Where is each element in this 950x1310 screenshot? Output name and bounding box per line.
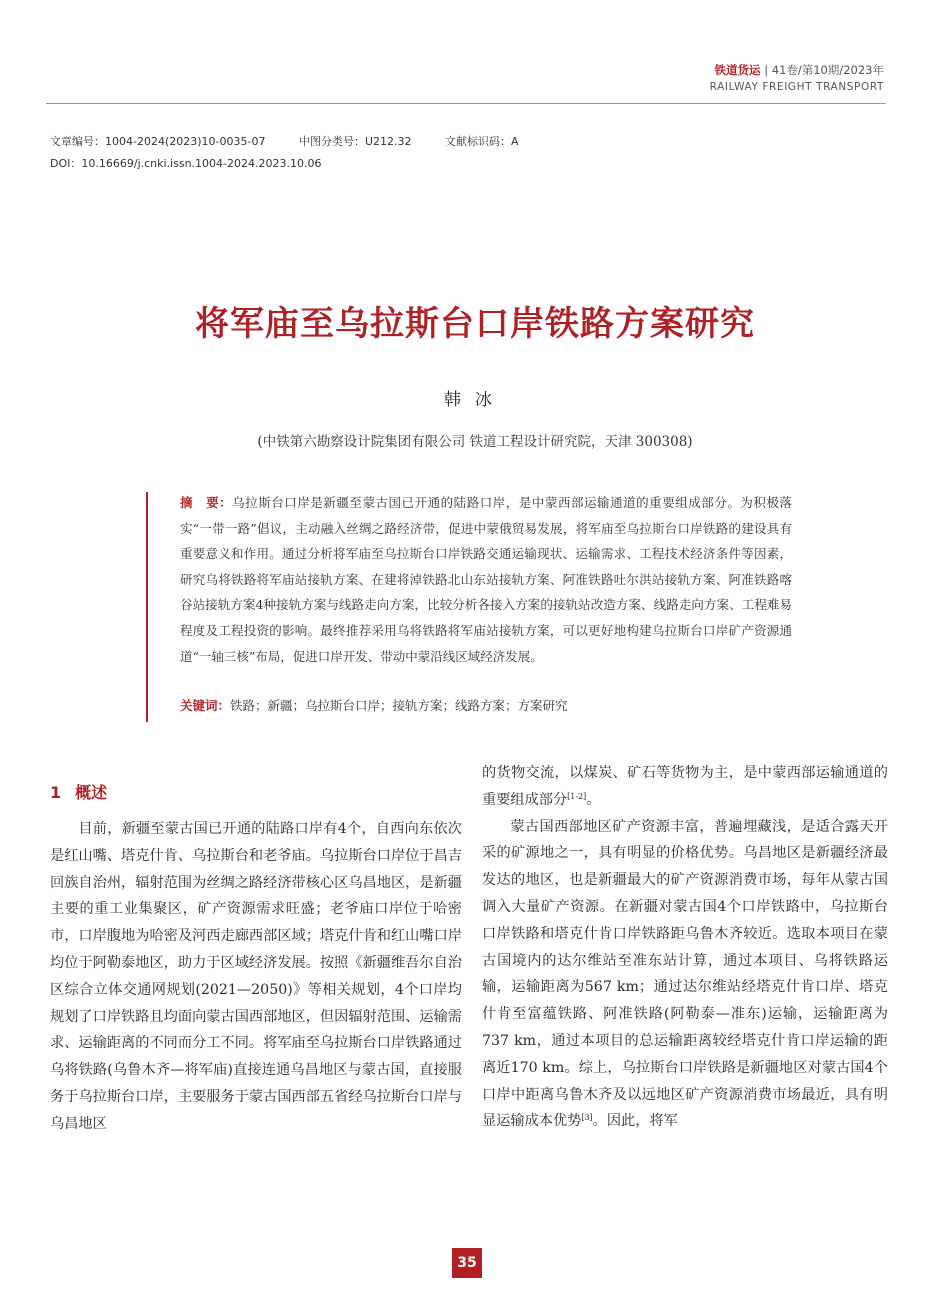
- abstract-label: 摘 要：: [180, 495, 233, 510]
- clc-number: 中图分类号：U212.32: [298, 135, 412, 148]
- paragraph-continued: [482, 760, 888, 814]
- paragraph: 目前，新疆至蒙古国已开通的陆路口岸有4个，自西向东依次是红山嘴、塔克什肯、乌拉斯台和老爷庙。乌拉斯台口岸位于昌吉回族自治州，辐射范围为丝绸之路经济带核心区乌昌地区，是新疆主要的重工业集聚区，矿产资源需求旺盛；老爷庙口岸位于哈密市，口岸腹地为哈密及河西走廊西部区域；塔克什肯和红山嘴口岸均位于阿勒泰地区，助力于区域经济发展。按照《新疆维吾尔自治区综合立体交通网规划(2021—2050)》等相关规划，4个口岸均规划了口岸铁路且均面向蒙古国西部地区，但因辐射范围、运输需求、运输距离的不同而分工不同。将军庙至乌拉斯台口岸铁路通过乌将铁路(乌鲁木齐—将军庙)直接连通乌昌地区与蒙古国，直接服务于乌拉斯台口岸，主要服务于蒙古国西部五省经乌拉斯台口岸与乌昌地区: [50, 821, 462, 1132]
- article-number: 文章编号：1004-2024(2023)10-0035-07: [50, 135, 266, 148]
- journal-english-name: RAILWAY FREIGHT TRANSPORT: [709, 81, 884, 93]
- article-meta: [50, 133, 549, 149]
- page-number: 35: [452, 1248, 482, 1278]
- section-title: 概述: [75, 783, 108, 802]
- affiliation: (中铁第六勘察设计院集团有限公司 铁道工程设计研究院，天津 300308): [257, 434, 693, 450]
- citation: [3]: [581, 1113, 593, 1123]
- paragraph-text: 蒙古国西部地区矿产资源丰富，普遍埋藏浅，是适合露天开采的矿源地之一，具有明显的价格优势。乌昌地区是新疆经济最发达的地区，也是新疆最大的矿产资源消费市场，每年从蒙古国调入大量矿产资源。在新疆对蒙古国4个口岸铁路中，乌拉斯台口岸铁路和塔克什肯口岸铁路距乌鲁木齐较近。选取本项目在蒙古国境内的达尔维站至准东站计算，通过本项目、乌将铁路运输，运输距离为567 km；通过达尔维站经塔克什肯口岸、塔克什肯至富蕴铁路、阿准铁路(阿勒泰—准东)运输，运输距离为737 km，通过本项目的总运输距离较经塔克什肯口岸运输的距离近170 km。综上，乌拉斯台口岸铁路是新疆地区对蒙古国4个口岸中距离乌鲁木齐及以远地区矿产资源消费市场最近，具有明显运输成本优势: [482, 818, 888, 1130]
- section-heading: [50, 780, 107, 803]
- keywords: [180, 696, 792, 714]
- right-column: [482, 760, 888, 1135]
- doi: DOI：10.16669/j.cnki.issn.1004-2024.2023.10.06: [50, 157, 322, 170]
- paper-title: 将军庙至乌拉斯台口岸铁路方案研究: [195, 304, 755, 344]
- abstract: [180, 490, 792, 669]
- header-rule: [46, 103, 886, 104]
- keywords-text: 铁路；新疆；乌拉斯台口岸；接轨方案；线路方案；方案研究: [230, 698, 568, 713]
- abstract-accent-bar: [146, 492, 148, 722]
- abstract-text: 乌拉斯台口岸是新疆至蒙古国已开通的陆路口岸，是中蒙西部运输通道的重要组成部分。为积极落实“一带一路”倡议，主动融入丝绸之路经济带，促进中蒙俄贸易发展，将军庙至乌拉斯台口岸铁路的建设具有重要意义和作用。通过分析将军庙至乌拉斯台口岸铁路交通运输现状、运输需求、工程技术经济条件等因素，研究乌将铁路将军庙站接轨方案、在建将淖铁路北山东站接轨方案、阿准铁路吐尔洪站接轨方案、阿准铁路喀谷站接轨方案4种接轨方案与线路走向方案，比较分析各接入方案的接轨站改造方案、线路走向方案、工程难易程度及工程投资的影响。最终推荐采用乌将铁路将军庙站接轨方案，可以更好地构建乌拉斯台口岸矿产资源通道“一轴三核”布局，促进口岸开发、带动中蒙沿线区域经济发展。: [180, 495, 792, 664]
- paragraph-end: 。: [586, 791, 601, 808]
- journal-header: [715, 62, 884, 78]
- document-code: 文献标识码：A: [445, 135, 519, 148]
- journal-name: 铁道货运: [714, 63, 761, 77]
- citation: [1-2]: [567, 791, 587, 801]
- keywords-label: 关键词：: [180, 698, 231, 713]
- author: 韩冰: [444, 390, 506, 410]
- section-number: 1: [50, 783, 62, 802]
- paragraph: [482, 814, 888, 1136]
- journal-issue: | 41卷/第10期/2023年: [764, 63, 884, 77]
- paragraph-text: 的货物交流，以煤炭、矿石等货物为主，是中蒙西部运输通道的重要组成部分: [482, 765, 888, 808]
- left-column: [50, 816, 462, 1138]
- paragraph-end: 。因此，将军: [592, 1113, 678, 1130]
